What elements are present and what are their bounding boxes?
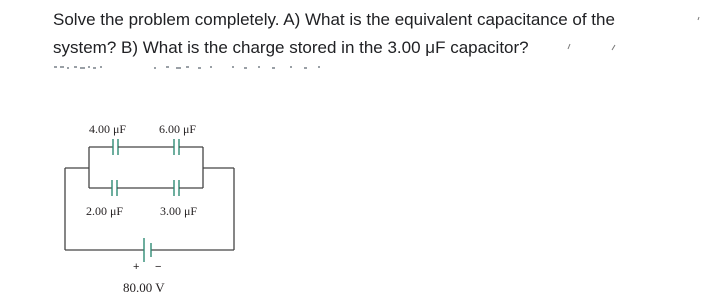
label-cap-bottom-right: 3.00 μF bbox=[160, 204, 198, 218]
battery-minus-sign: − bbox=[155, 261, 162, 273]
label-cap-top-right: 6.00 μF bbox=[159, 122, 197, 136]
bottom-branch bbox=[89, 180, 203, 196]
label-cap-top-left: 4.00 μF bbox=[89, 122, 127, 136]
junctions bbox=[89, 156, 203, 188]
question-line-2: system? B) What is the charge stored in the 3.00 μF capacitor? bbox=[53, 38, 529, 57]
battery-plus-sign: + bbox=[133, 261, 140, 273]
battery bbox=[133, 238, 161, 273]
label-cap-bottom-left: 2.00 μF bbox=[86, 204, 124, 218]
label-battery-voltage: 80.00 V bbox=[123, 280, 165, 295]
question-line-1: Solve the problem completely. A) What is the equivalent capacitance of the bbox=[53, 10, 615, 29]
top-branch bbox=[89, 139, 203, 168]
